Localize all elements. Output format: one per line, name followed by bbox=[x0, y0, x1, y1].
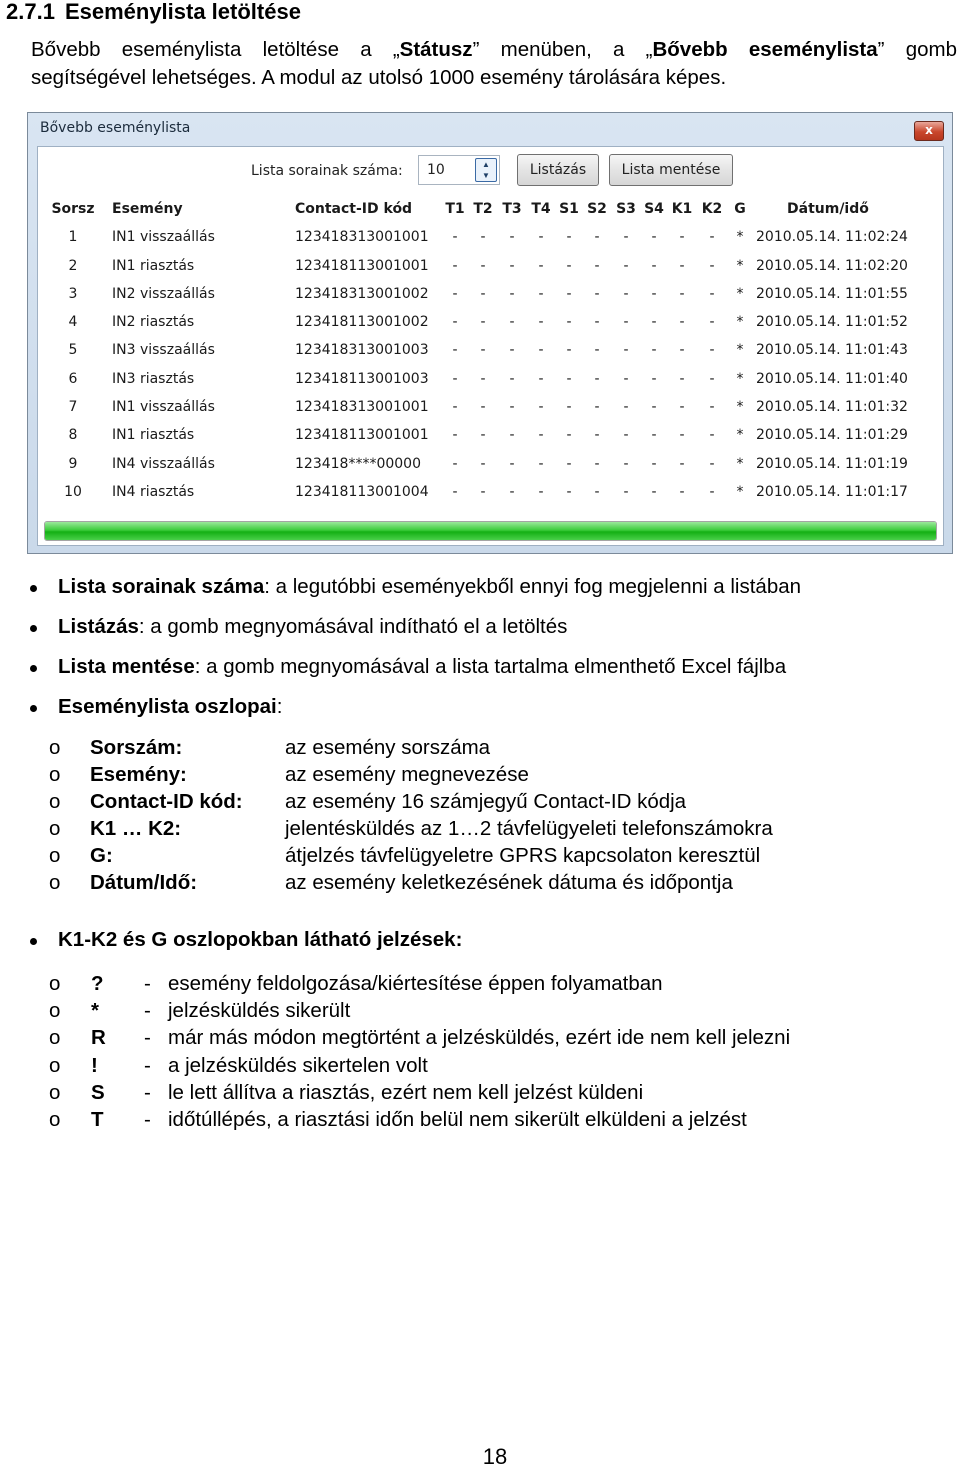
section-heading bbox=[6, 0, 301, 25]
status-flag: - bbox=[480, 370, 486, 387]
column-header[interactable]: T4 bbox=[531, 201, 551, 217]
contact-id-code: 123418313001002 bbox=[295, 285, 429, 302]
status-flag: - bbox=[709, 314, 715, 331]
status-flag: - bbox=[538, 427, 544, 444]
column-header[interactable]: S3 bbox=[616, 201, 636, 217]
status-flag: - bbox=[651, 342, 657, 359]
intro-menu-name: Státusz bbox=[399, 38, 473, 61]
table-row[interactable] bbox=[38, 223, 943, 251]
status-flag: - bbox=[566, 285, 572, 302]
table-row[interactable] bbox=[38, 450, 943, 478]
status-flag: - bbox=[651, 427, 657, 444]
table-row[interactable] bbox=[38, 365, 943, 393]
status-flag: - bbox=[679, 455, 685, 472]
column-header[interactable]: G bbox=[734, 201, 746, 217]
bullet-desc: : a gomb megnyomásával indítható el a letöltés bbox=[138, 615, 568, 638]
bullet-term: Lista mentése bbox=[58, 655, 195, 678]
status-flag: - bbox=[452, 229, 458, 246]
page-number: 18 bbox=[482, 1444, 508, 1469]
column-term: Esemény: bbox=[90, 763, 187, 786]
status-flag: - bbox=[623, 229, 629, 246]
contact-id-code: 123418113001004 bbox=[295, 483, 429, 500]
status-flag: - bbox=[538, 229, 544, 246]
status-flag: - bbox=[566, 455, 572, 472]
signal-dash: - bbox=[144, 1080, 151, 1104]
status-flag: - bbox=[679, 342, 685, 359]
status-flag: - bbox=[452, 427, 458, 444]
status-flag: - bbox=[679, 370, 685, 387]
status-flag: - bbox=[509, 229, 515, 246]
status-flag: - bbox=[679, 285, 685, 302]
event-list-window bbox=[27, 112, 953, 554]
signal-symbol: ! bbox=[91, 1053, 98, 1077]
status-flag: - bbox=[594, 285, 600, 302]
intro-line-1 bbox=[31, 36, 957, 64]
list-marker: o bbox=[49, 1026, 61, 1050]
list-marker: o bbox=[49, 1108, 61, 1131]
rows-count-value: 10 bbox=[427, 162, 445, 178]
column-header[interactable]: K1 bbox=[671, 201, 693, 217]
list-marker: o bbox=[49, 736, 61, 759]
bullet-desc: : a gomb megnyomásával a lista tartalma elmenthető Excel fájlba bbox=[194, 655, 787, 678]
column-term: Dátum/Idő: bbox=[90, 871, 198, 894]
status-flag: - bbox=[623, 342, 629, 359]
status-flag: - bbox=[651, 455, 657, 472]
event-datetime: 2010.05.14. 11:01:17 bbox=[756, 483, 908, 500]
status-flag: - bbox=[509, 399, 515, 416]
intro-button-name: Bővebb eseménylista bbox=[652, 38, 878, 61]
row-number: 9 bbox=[68, 455, 78, 472]
status-flag: - bbox=[679, 257, 685, 274]
bullet-desc: : bbox=[276, 695, 283, 718]
bullet-icon bbox=[30, 585, 37, 592]
row-number: 1 bbox=[68, 229, 78, 246]
event-datetime: 2010.05.14. 11:01:52 bbox=[756, 314, 908, 331]
status-flag: - bbox=[452, 370, 458, 387]
bullet-text bbox=[58, 615, 567, 639]
status-flag: - bbox=[480, 257, 486, 274]
status-flag: - bbox=[594, 229, 600, 246]
column-header[interactable]: Contact-ID kód bbox=[295, 201, 413, 217]
bullet-term: Lista sorainak száma bbox=[58, 575, 265, 598]
status-flag: - bbox=[566, 229, 572, 246]
signal-symbol: T bbox=[91, 1108, 104, 1131]
event-name: IN1 riasztás bbox=[112, 427, 195, 444]
list-marker: o bbox=[49, 972, 61, 995]
list-marker: o bbox=[49, 1053, 61, 1077]
list-marker: o bbox=[49, 790, 61, 813]
row-number: 7 bbox=[68, 399, 78, 416]
column-header[interactable]: S2 bbox=[587, 201, 607, 217]
signal-symbol: ? bbox=[91, 972, 104, 995]
contact-id-code: 123418113001002 bbox=[295, 314, 429, 331]
event-name: IN2 riasztás bbox=[112, 314, 195, 331]
table-row[interactable] bbox=[38, 280, 943, 308]
status-flag: - bbox=[594, 342, 600, 359]
status-flag: - bbox=[623, 285, 629, 302]
table-row[interactable] bbox=[38, 336, 943, 364]
status-flag: - bbox=[623, 257, 629, 274]
signals-heading-text: K1-K2 és G oszlopokban látható jelzések: bbox=[58, 928, 463, 951]
status-flag: - bbox=[709, 229, 715, 246]
row-number: 3 bbox=[68, 285, 78, 302]
status-flag: * bbox=[736, 229, 744, 246]
status-flag: - bbox=[679, 314, 685, 331]
status-flag: - bbox=[679, 483, 685, 500]
status-flag: - bbox=[651, 370, 657, 387]
table-row[interactable] bbox=[38, 252, 943, 280]
status-flag: - bbox=[480, 455, 486, 472]
list-marker: o bbox=[49, 1080, 61, 1104]
signal-desc: a jelzésküldés sikertelen volt bbox=[168, 1053, 428, 1077]
intro-paragraph bbox=[31, 36, 960, 92]
status-flag: - bbox=[651, 483, 657, 500]
event-datetime: 2010.05.14. 11:01:40 bbox=[756, 370, 908, 387]
status-flag: - bbox=[594, 370, 600, 387]
status-flag: - bbox=[509, 285, 515, 302]
status-flag: - bbox=[480, 285, 486, 302]
column-header[interactable]: T3 bbox=[502, 201, 522, 217]
event-name: IN2 visszaállás bbox=[112, 285, 215, 302]
event-datetime: 2010.05.14. 11:02:20 bbox=[756, 257, 908, 274]
signal-symbol: R bbox=[91, 1026, 106, 1050]
signal-desc: már más módon megtörtént a jelzésküldés, ezért ide nem kell jelezni bbox=[168, 1026, 791, 1050]
event-datetime: 2010.05.14. 11:01:29 bbox=[756, 427, 908, 444]
bullet-term: Listázás bbox=[58, 615, 139, 638]
intro-text: ” gomb bbox=[877, 38, 958, 61]
row-number: 8 bbox=[68, 427, 78, 444]
status-flag: - bbox=[709, 455, 715, 472]
bullet-text bbox=[58, 655, 786, 679]
status-flag: - bbox=[651, 229, 657, 246]
status-flag: - bbox=[566, 399, 572, 416]
status-flag: - bbox=[538, 285, 544, 302]
column-header[interactable]: S1 bbox=[559, 201, 579, 217]
bullet-icon bbox=[30, 625, 37, 632]
list-marker: o bbox=[49, 844, 61, 867]
event-name: IN1 riasztás bbox=[112, 257, 195, 274]
bullet-icon bbox=[30, 665, 37, 672]
rows-count-stepper[interactable] bbox=[418, 155, 500, 185]
status-flag: - bbox=[709, 483, 715, 500]
status-flag: - bbox=[709, 399, 715, 416]
status-flag: - bbox=[452, 342, 458, 359]
row-number: 4 bbox=[68, 314, 78, 331]
status-flag: - bbox=[452, 285, 458, 302]
status-flag: - bbox=[509, 455, 515, 472]
status-flag: - bbox=[594, 483, 600, 500]
column-header[interactable]: S4 bbox=[644, 201, 664, 217]
status-flag: * bbox=[736, 285, 744, 302]
close-button[interactable] bbox=[914, 121, 944, 141]
status-flag: - bbox=[709, 285, 715, 302]
status-flag: - bbox=[509, 483, 515, 500]
status-flag: - bbox=[480, 314, 486, 331]
event-datetime: 2010.05.14. 11:02:24 bbox=[756, 229, 908, 246]
row-number: 10 bbox=[64, 483, 82, 500]
signal-dash: - bbox=[144, 1108, 151, 1131]
bullet-desc: : a legutóbbi eseményekből ennyi fog megjelenni a listában bbox=[264, 575, 802, 598]
status-flag: - bbox=[480, 399, 486, 416]
status-flag: - bbox=[509, 257, 515, 274]
contact-id-code: 123418313001003 bbox=[295, 342, 429, 359]
signal-dash: - bbox=[144, 1026, 151, 1050]
status-flag: - bbox=[709, 342, 715, 359]
list-marker: o bbox=[49, 763, 61, 786]
status-flag: - bbox=[509, 342, 515, 359]
status-flag: * bbox=[736, 399, 744, 416]
rows-count-label: Lista sorainak száma: bbox=[251, 163, 403, 179]
column-header[interactable]: Sorsz bbox=[51, 201, 95, 217]
event-name: IN4 riasztás bbox=[112, 483, 195, 500]
list-marker: o bbox=[49, 871, 61, 894]
contact-id-code: 123418****00000 bbox=[295, 455, 421, 472]
status-flag: - bbox=[594, 455, 600, 472]
intro-text: Bővebb eseménylista letöltése a „ bbox=[31, 38, 400, 61]
event-datetime: 2010.05.14. 11:01:19 bbox=[756, 455, 908, 472]
status-flag: - bbox=[709, 370, 715, 387]
status-flag: - bbox=[594, 427, 600, 444]
window-title: Bővebb eseménylista bbox=[40, 120, 191, 136]
column-desc: az esemény megnevezése bbox=[285, 763, 529, 786]
table-row[interactable] bbox=[38, 478, 943, 506]
status-flag: - bbox=[623, 314, 629, 331]
column-desc: az esemény sorszáma bbox=[285, 736, 491, 759]
status-flag: - bbox=[538, 314, 544, 331]
contact-id-code: 123418313001001 bbox=[295, 229, 429, 246]
status-flag: - bbox=[651, 314, 657, 331]
status-flag: - bbox=[566, 342, 572, 359]
row-number: 5 bbox=[68, 342, 78, 359]
column-term: G: bbox=[90, 844, 113, 867]
row-number: 2 bbox=[68, 257, 78, 274]
status-flag: - bbox=[651, 399, 657, 416]
table-row[interactable] bbox=[38, 308, 943, 336]
status-flag: - bbox=[679, 399, 685, 416]
signal-desc: le lett állítva a riasztás, ezért nem kell jelzést küldeni bbox=[168, 1080, 644, 1104]
status-flag: - bbox=[566, 314, 572, 331]
status-flag: * bbox=[736, 370, 744, 387]
status-flag: - bbox=[651, 285, 657, 302]
status-flag: - bbox=[623, 427, 629, 444]
column-term: Contact-ID kód: bbox=[90, 790, 243, 813]
event-name: IN3 visszaállás bbox=[112, 342, 215, 359]
status-flag: - bbox=[566, 370, 572, 387]
event-name: IN1 visszaállás bbox=[112, 229, 215, 246]
chevron-up-icon[interactable]: ▲ bbox=[482, 160, 490, 169]
event-name: IN1 visszaállás bbox=[112, 399, 215, 416]
section-number: 2.7.1 bbox=[6, 0, 55, 24]
signal-dash: - bbox=[144, 972, 151, 995]
table-row[interactable] bbox=[38, 393, 943, 421]
event-datetime: 2010.05.14. 11:01:32 bbox=[756, 399, 908, 416]
contact-id-code: 123418313001001 bbox=[295, 399, 429, 416]
status-flag: - bbox=[452, 399, 458, 416]
status-flag: - bbox=[509, 314, 515, 331]
bullet-term: Eseménylista oszlopai bbox=[58, 695, 277, 718]
column-header[interactable]: T1 bbox=[445, 201, 465, 217]
close-icon: x bbox=[925, 123, 933, 137]
status-flag: - bbox=[538, 483, 544, 500]
status-flag: - bbox=[452, 257, 458, 274]
contact-id-code: 123418113001003 bbox=[295, 370, 429, 387]
status-flag: - bbox=[452, 455, 458, 472]
bullet-icon bbox=[30, 938, 37, 945]
status-flag: - bbox=[509, 370, 515, 387]
intro-text: ” menüben, a „ bbox=[472, 38, 653, 61]
stepper-buttons[interactable] bbox=[475, 158, 497, 182]
status-flag: * bbox=[736, 314, 744, 331]
column-header[interactable]: Esemény bbox=[112, 201, 183, 217]
signal-dash: - bbox=[144, 1053, 151, 1077]
intro-line-2: segítségével lehetséges. A modul az utolsó 1000 esemény tárolására képes. bbox=[31, 66, 727, 89]
status-flag: - bbox=[651, 257, 657, 274]
status-flag: - bbox=[623, 455, 629, 472]
status-flag: - bbox=[480, 229, 486, 246]
event-name: IN3 riasztás bbox=[112, 370, 195, 387]
status-flag: - bbox=[538, 370, 544, 387]
status-flag: - bbox=[480, 483, 486, 500]
signal-dash: - bbox=[144, 999, 151, 1023]
status-flag: * bbox=[736, 455, 744, 472]
signal-symbol: S bbox=[91, 1080, 105, 1104]
column-desc: az esemény 16 számjegyű Contact-ID kódja bbox=[285, 790, 687, 813]
status-flag: - bbox=[679, 229, 685, 246]
bullet-icon bbox=[30, 705, 37, 712]
signal-symbol: * bbox=[91, 999, 99, 1023]
section-title: Eseménylista letöltése bbox=[64, 0, 301, 24]
status-flag: - bbox=[594, 314, 600, 331]
column-desc: jelentésküldés az 1…2 távfelügyeleti telefonszámokra bbox=[285, 817, 773, 840]
table-header bbox=[38, 195, 943, 223]
status-flag: - bbox=[538, 455, 544, 472]
contact-id-code: 123418113001001 bbox=[295, 427, 429, 444]
row-number: 6 bbox=[68, 370, 78, 387]
column-header[interactable]: K2 bbox=[701, 201, 723, 217]
bullet-text bbox=[58, 575, 801, 599]
table-row[interactable] bbox=[38, 421, 943, 449]
status-flag: - bbox=[452, 483, 458, 500]
status-flag: - bbox=[623, 399, 629, 416]
status-flag: * bbox=[736, 257, 744, 274]
window-content bbox=[37, 146, 944, 546]
event-datetime: 2010.05.14. 11:01:43 bbox=[756, 342, 908, 359]
status-flag: * bbox=[736, 427, 744, 444]
signal-desc: jelzésküldés sikerült bbox=[168, 999, 351, 1023]
list-marker: o bbox=[49, 999, 61, 1023]
list-marker: o bbox=[49, 817, 61, 840]
column-desc: átjelzés távfelügyeletre GPRS kapcsolaton keresztül bbox=[285, 844, 761, 867]
save-list-button[interactable]: Lista mentése bbox=[609, 154, 733, 186]
event-table bbox=[38, 195, 943, 506]
column-header[interactable]: Dátum/idő bbox=[787, 201, 869, 217]
status-flag: - bbox=[452, 314, 458, 331]
status-flag: - bbox=[538, 399, 544, 416]
status-flag: - bbox=[709, 427, 715, 444]
event-name: IN4 visszaállás bbox=[112, 455, 215, 472]
status-flag: - bbox=[709, 257, 715, 274]
status-flag: - bbox=[679, 427, 685, 444]
status-flag: - bbox=[623, 370, 629, 387]
status-flag: - bbox=[594, 257, 600, 274]
bullet-text bbox=[58, 695, 282, 719]
column-term: K1 … K2: bbox=[90, 817, 182, 840]
status-flag: - bbox=[566, 427, 572, 444]
status-flag: - bbox=[623, 483, 629, 500]
contact-id-code: 123418113001001 bbox=[295, 257, 429, 274]
progress-fill bbox=[45, 522, 936, 540]
signal-desc: időtúllépés, a riasztási időn belül nem sikerült elküldeni a jelzést bbox=[168, 1108, 747, 1131]
status-flag: - bbox=[538, 342, 544, 359]
column-desc: az esemény keletkezésének dátuma és időpontja bbox=[285, 871, 733, 894]
status-flag: - bbox=[566, 483, 572, 500]
signal-desc: esemény feldolgozása/kiértesítése éppen folyamatban bbox=[168, 972, 663, 995]
status-flag: - bbox=[509, 427, 515, 444]
status-flag: - bbox=[480, 342, 486, 359]
progress-bar bbox=[44, 521, 937, 541]
status-flag: - bbox=[480, 427, 486, 444]
column-term: Sorszám: bbox=[90, 736, 183, 759]
status-flag: - bbox=[538, 257, 544, 274]
status-flag: * bbox=[736, 483, 744, 500]
column-header[interactable]: T2 bbox=[473, 201, 493, 217]
status-flag: * bbox=[736, 342, 744, 359]
status-flag: - bbox=[594, 399, 600, 416]
status-flag: - bbox=[566, 257, 572, 274]
chevron-down-icon[interactable]: ▼ bbox=[482, 171, 490, 180]
list-button[interactable]: Listázás bbox=[517, 154, 599, 186]
event-datetime: 2010.05.14. 11:01:55 bbox=[756, 285, 908, 302]
